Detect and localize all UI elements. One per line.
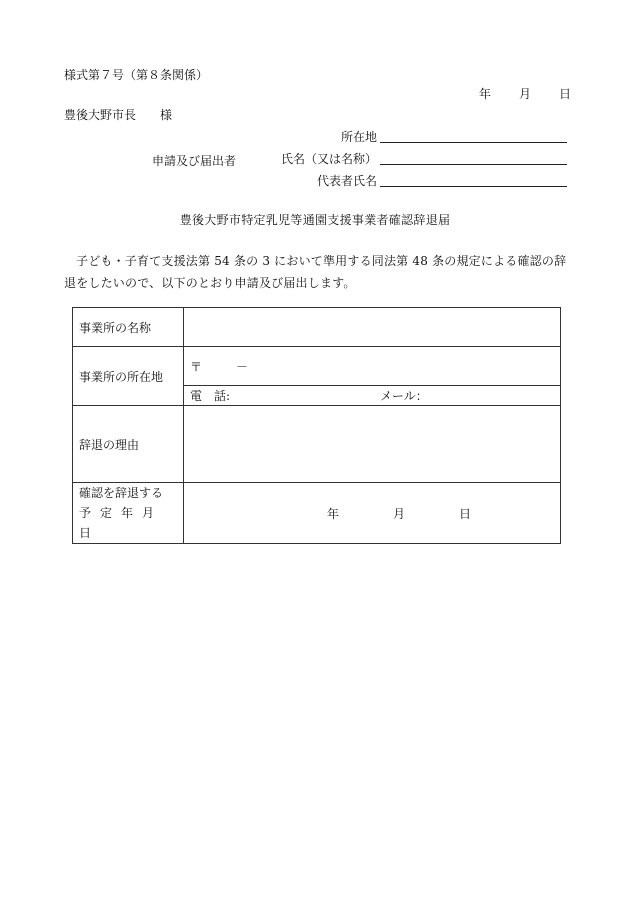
name-label: 氏名（又は名称） (280, 152, 377, 166)
office-name-field[interactable] (184, 308, 561, 347)
withdrawal-date-label-line1: 確認を辞退する (79, 486, 164, 500)
date-day-label: 日 (559, 87, 572, 101)
representative-label: 代表者氏名 (316, 174, 377, 188)
withdrawal-year-label: 年 (327, 506, 340, 521)
name-field[interactable] (380, 150, 567, 165)
withdrawal-date-label (73, 483, 184, 544)
postal-code-field[interactable] (184, 347, 561, 386)
date-year-label: 年 (479, 87, 492, 101)
contact-row (184, 386, 561, 406)
reason-label: 辞退の理由 (73, 406, 184, 483)
body-text: 子ども・子育て支援法第 54 条の 3 において準用する同法第 48 条の規定による確認の辞退をしたいので、以下のとおり申請及び届出します。 (64, 254, 567, 290)
email-label: メール： (380, 389, 428, 403)
representative-field[interactable] (380, 172, 567, 187)
phone-label: 電 話: (190, 389, 231, 403)
submission-date (479, 85, 571, 102)
postal-mark: 〒 (190, 359, 203, 374)
office-address-label: 事業所の所在地 (73, 347, 184, 406)
form-table (72, 307, 561, 544)
date-month-label: 月 (519, 87, 532, 101)
withdrawal-month-label: 月 (393, 506, 406, 521)
location-label: 所在地 (340, 130, 377, 144)
withdrawal-date-label-line2: 予定年月日 (79, 506, 164, 540)
withdrawal-day-label: 日 (459, 506, 472, 521)
applicant-title: 申請及び届出者 (152, 154, 237, 168)
location-field[interactable] (380, 128, 567, 143)
addressee: 豊後大野市長 様 (64, 108, 173, 122)
withdrawal-date-field[interactable] (184, 483, 561, 544)
office-name-label: 事業所の名称 (73, 308, 184, 347)
reason-field[interactable] (184, 406, 561, 483)
form-number: 様式第７号（第８条関係） (64, 68, 209, 82)
document-title: 豊後大野市特定乳児等通園支援事業者確認辞退届 (179, 213, 451, 227)
postal-dash: － (236, 359, 249, 374)
